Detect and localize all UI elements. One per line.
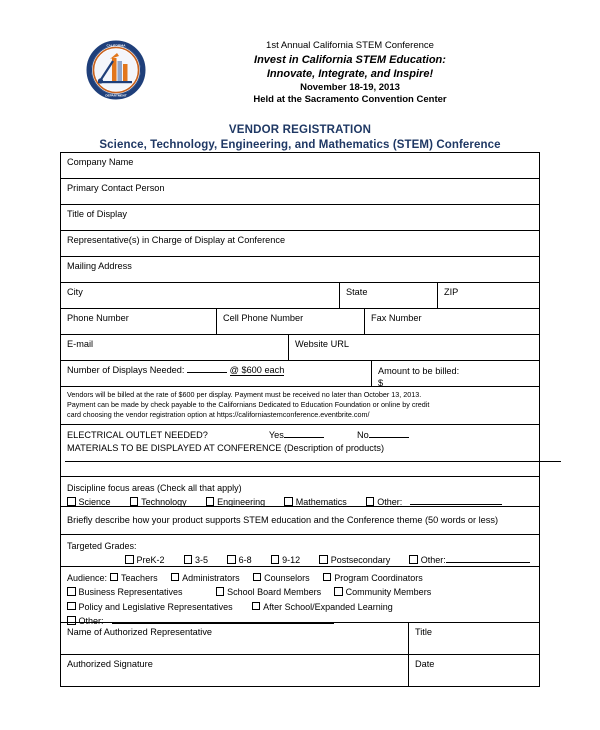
checkbox-teachers[interactable] bbox=[110, 573, 119, 582]
field-label-displays-needed: Number of Displays Needed: bbox=[67, 365, 185, 375]
table-row-phone-numbers bbox=[61, 309, 539, 335]
label-grade-other: Other: bbox=[420, 555, 446, 566]
checkbox-policy-legislative-representatives[interactable] bbox=[67, 602, 76, 611]
checkbox-counselors[interactable] bbox=[253, 573, 262, 582]
california-department-of-education-seal-icon bbox=[86, 40, 146, 100]
electrical-no-input[interactable] bbox=[369, 437, 409, 438]
table-row-discipline-focus bbox=[61, 477, 539, 507]
label-community-members: Community Members bbox=[345, 587, 432, 598]
conference-theme-line2: Innovate, Integrate, and Inspire! bbox=[266, 68, 434, 81]
field-label-authorized-title[interactable]: Title bbox=[408, 623, 539, 654]
materials-displayed-label: MATERIALS TO BE DISPLAYED AT CONFERENCE (Description of products) bbox=[67, 443, 385, 454]
electrical-outlet-line bbox=[67, 429, 533, 443]
payment-terms-line3: card choosing the vendor registration option at https://californiastemconference.eventbrite.com/ bbox=[67, 410, 370, 420]
label-school-board-members: School Board Members bbox=[227, 587, 322, 598]
targeted-grades-heading: Targeted Grades: bbox=[67, 540, 137, 551]
table-row-targeted-grades bbox=[61, 535, 539, 567]
checkbox-grade-postsecondary[interactable] bbox=[319, 555, 328, 564]
targeted-grades-block bbox=[61, 535, 539, 566]
table-row-representatives bbox=[61, 231, 539, 257]
conference-dates: November 18-19, 2013 bbox=[300, 81, 400, 93]
table-row-describe-product bbox=[61, 507, 539, 535]
displays-rate-label: @ $600 each bbox=[229, 365, 285, 375]
label-technology: Technology bbox=[141, 497, 187, 508]
describe-product-label[interactable]: Briefly describe how your product supports STEM education and the Conference theme (50 words or less) bbox=[67, 514, 499, 525]
field-label-mailing-address[interactable]: Mailing Address bbox=[67, 261, 132, 271]
label-discipline-other: Other: bbox=[377, 497, 403, 508]
checkbox-grade-3-5[interactable] bbox=[184, 555, 193, 564]
conference-theme-line1: Invest in California STEM Education: bbox=[254, 53, 446, 66]
conference-venue: Held at the Sacramento Convention Center bbox=[253, 94, 447, 106]
label-program-coordinators: Program Coordinators bbox=[334, 572, 423, 583]
audience-heading: Audience: bbox=[67, 572, 108, 583]
table-row-email-website bbox=[61, 335, 539, 361]
checkbox-technology[interactable] bbox=[130, 497, 139, 506]
table-row-payment-terms bbox=[61, 387, 539, 425]
field-label-authorized-date[interactable]: Date bbox=[408, 655, 539, 686]
electrical-yes-input[interactable] bbox=[284, 437, 324, 438]
field-label-amount-billed: Amount to be billed: bbox=[378, 366, 460, 376]
label-after-school-expanded-learning: After School/Expanded Learning bbox=[263, 601, 393, 612]
checkbox-grade-6-8[interactable] bbox=[227, 555, 236, 564]
label-grade-3-5: 3-5 bbox=[195, 555, 209, 566]
header-text-block bbox=[180, 40, 520, 107]
field-label-email[interactable]: E-mail bbox=[67, 339, 94, 349]
table-row-company-name bbox=[61, 153, 539, 179]
discipline-focus-heading: Discipline focus areas (Check all that apply) bbox=[67, 482, 242, 493]
table-row-authorized-representative bbox=[61, 623, 539, 655]
checkbox-grade-9-12[interactable] bbox=[271, 555, 280, 564]
payment-terms-text bbox=[61, 387, 539, 424]
field-label-website[interactable]: Website URL bbox=[288, 335, 539, 360]
checkbox-after-school-expanded-learning[interactable] bbox=[252, 602, 261, 611]
label-audience-other: Other: bbox=[78, 616, 104, 627]
field-label-fax[interactable]: Fax Number bbox=[364, 309, 539, 334]
label-administrators: Administrators bbox=[182, 572, 240, 583]
payment-terms-line2: Payment can be made by check payable to the Californians Dedicated to Education Foundation or online by credit bbox=[67, 400, 430, 410]
discipline-other-input[interactable] bbox=[410, 504, 502, 505]
table-row-authorized-signature bbox=[61, 655, 539, 687]
checkbox-school-board-members[interactable] bbox=[216, 587, 225, 596]
svg-text:CALIFORNIA: CALIFORNIA bbox=[106, 43, 126, 48]
electrical-and-materials-block bbox=[61, 425, 539, 476]
checkbox-mathematics[interactable] bbox=[284, 497, 293, 506]
discipline-focus-block bbox=[61, 477, 539, 506]
field-label-representatives[interactable]: Representative(s) in Charge of Display at Conference bbox=[67, 235, 286, 245]
field-label-authorized-signature[interactable]: Authorized Signature bbox=[67, 658, 153, 669]
label-engineering: Engineering bbox=[217, 497, 266, 508]
electrical-outlet-question: ELECTRICAL OUTLET NEEDED? bbox=[67, 429, 208, 440]
field-label-cell-phone[interactable]: Cell Phone Number bbox=[216, 309, 364, 334]
field-label-title-of-display[interactable]: Title of Display bbox=[67, 209, 127, 219]
label-business-representatives: Business Representatives bbox=[78, 587, 183, 598]
displays-quantity-input[interactable] bbox=[187, 372, 227, 373]
svg-text:DEPARTMENT: DEPARTMENT bbox=[105, 93, 127, 98]
checkbox-program-coordinators[interactable] bbox=[323, 573, 332, 582]
electrical-yes-label: Yes bbox=[268, 429, 284, 440]
checkbox-business-representatives[interactable] bbox=[67, 587, 76, 596]
checkbox-discipline-other[interactable] bbox=[366, 497, 375, 506]
checkbox-administrators[interactable] bbox=[171, 573, 180, 582]
page-subtitle: Science, Technology, Engineering, and Mathematics (STEM) Conference bbox=[99, 139, 501, 151]
checkbox-grade-prek-2[interactable] bbox=[125, 555, 134, 564]
amount-to-be-billed-cell[interactable] bbox=[371, 361, 539, 389]
grade-other-input[interactable] bbox=[446, 562, 530, 563]
audience-block bbox=[61, 567, 539, 627]
field-label-company-name[interactable]: Company Name bbox=[67, 157, 134, 167]
field-label-primary-contact[interactable]: Primary Contact Person bbox=[67, 183, 165, 193]
displays-needed-cell[interactable] bbox=[61, 361, 371, 386]
table-row-electrical-materials bbox=[61, 425, 539, 477]
label-counselors: Counselors bbox=[264, 572, 310, 583]
registration-form-table bbox=[60, 152, 540, 687]
table-row-city-state-zip bbox=[61, 283, 539, 309]
label-grade-postsecondary: Postsecondary bbox=[330, 555, 391, 566]
checkbox-community-members[interactable] bbox=[334, 587, 343, 596]
label-grade-9-12: 9-12 bbox=[282, 555, 301, 566]
label-grade-6-8: 6-8 bbox=[238, 555, 252, 566]
label-grade-prek-2: PreK-2 bbox=[136, 555, 165, 566]
table-row-mailing-address bbox=[61, 257, 539, 283]
field-label-authorized-name[interactable]: Name of Authorized Representative bbox=[67, 626, 213, 637]
checkbox-grade-other[interactable] bbox=[409, 555, 418, 564]
label-teachers: Teachers bbox=[121, 572, 158, 583]
materials-description-writein-line[interactable] bbox=[65, 461, 561, 462]
checkbox-engineering[interactable] bbox=[206, 497, 215, 506]
table-row-primary-contact bbox=[61, 179, 539, 205]
payment-terms-line1: Vendors will be billed at the rate of $600 per display. Payment must be received no later than October 13, 2013. bbox=[67, 390, 422, 399]
table-row-title-of-display bbox=[61, 205, 539, 231]
audience-row-2 bbox=[67, 585, 533, 600]
field-label-city[interactable]: City bbox=[67, 287, 83, 297]
form-header bbox=[60, 28, 540, 118]
field-label-phone[interactable]: Phone Number bbox=[67, 313, 129, 323]
targeted-grades-options bbox=[67, 553, 533, 568]
electrical-no-label: No bbox=[357, 429, 369, 440]
page-title: VENDOR REGISTRATION bbox=[228, 124, 372, 136]
label-policy-legislative-representatives: Policy and Legislative Representatives bbox=[78, 601, 233, 612]
audience-row-1 bbox=[67, 571, 533, 586]
field-label-zip[interactable]: ZIP bbox=[437, 283, 539, 308]
label-mathematics: Mathematics bbox=[295, 497, 347, 508]
audience-row-3 bbox=[67, 600, 533, 615]
conference-name: 1st Annual California STEM Conference bbox=[266, 40, 434, 51]
label-science: Science bbox=[78, 497, 111, 508]
table-row-displays-needed bbox=[61, 361, 539, 387]
amount-currency-symbol: $ bbox=[378, 378, 384, 389]
table-row-audience bbox=[61, 567, 539, 627]
checkbox-science[interactable] bbox=[67, 497, 76, 506]
field-label-state[interactable]: State bbox=[339, 283, 437, 308]
